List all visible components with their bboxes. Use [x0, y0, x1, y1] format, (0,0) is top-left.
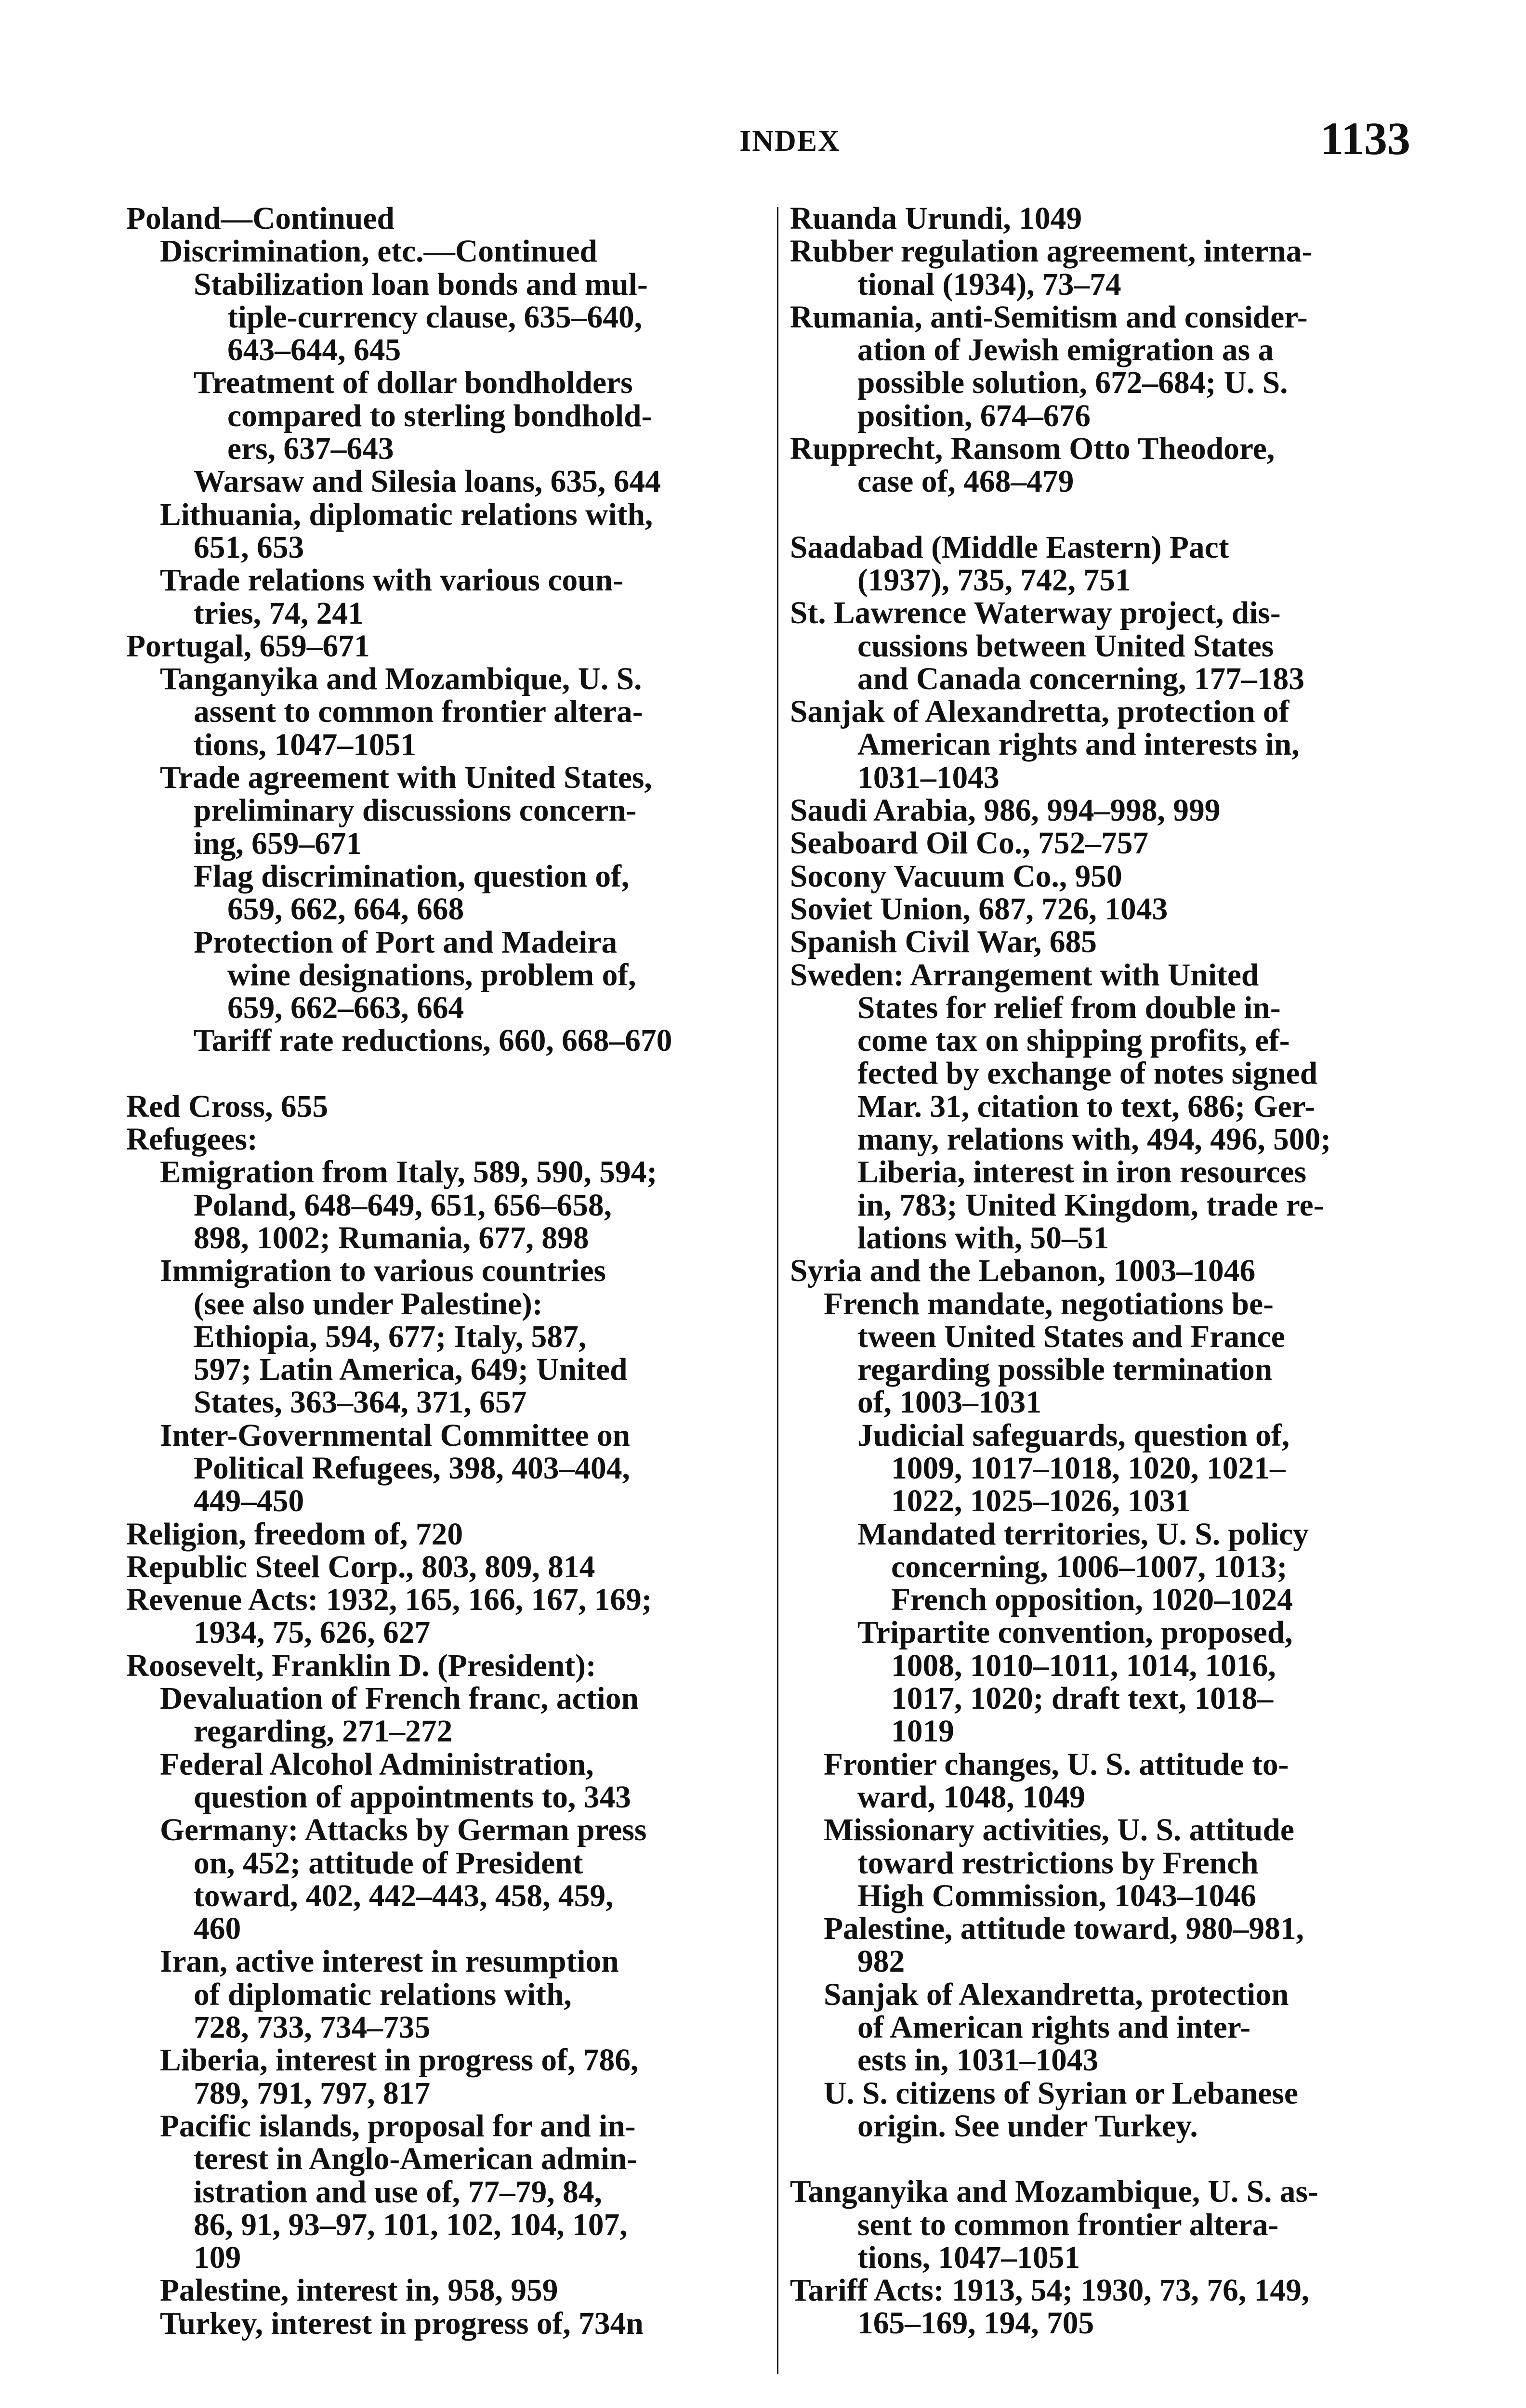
- index-line: wine designations, problem of,: [227, 957, 636, 993]
- index-line: in, 783; United Kingdom, trade re-: [857, 1188, 1324, 1223]
- index-line: ation of Jewish emigration as a: [857, 333, 1274, 368]
- index-line: Judicial safeguards, question of,: [857, 1418, 1290, 1453]
- index-line: French opposition, 1020–1024: [891, 1583, 1293, 1618]
- index-line: 1022, 1025–1026, 1031: [891, 1484, 1191, 1519]
- index-line: concerning, 1006–1007, 1013;: [891, 1549, 1288, 1584]
- index-line: Seaboard Oil Co., 752–757: [790, 826, 1149, 861]
- index-line: Sanjak of Alexandretta, protection: [824, 1977, 1289, 2012]
- index-line: tions, 1047–1051: [194, 727, 417, 762]
- index-line: come tax on shipping profits, ef-: [857, 1023, 1290, 1059]
- index-line: terest in Anglo-American admin-: [194, 2142, 638, 2177]
- index-line: Stabilization loan bonds and mul-: [194, 267, 648, 302]
- index-line: Mar. 31, citation to text, 686; Ger-: [857, 1089, 1316, 1124]
- index-line: 659, 662, 664, 668: [227, 892, 464, 927]
- index-line: on, 452; attitude of President: [194, 1845, 583, 1881]
- index-line: 1019: [891, 1714, 954, 1749]
- index-line: 898, 1002; Rumania, 677, 898: [194, 1220, 589, 1256]
- index-line: 659, 662–663, 664: [227, 991, 464, 1026]
- index-line: Poland, 648–649, 651, 656–658,: [194, 1188, 612, 1223]
- index-line: Trade agreement with United States,: [160, 760, 652, 796]
- index-line: Rubber regulation agreement, interna-: [790, 234, 1313, 269]
- index-line: Sweden: Arrangement with United: [790, 957, 1259, 993]
- index-line: ests in, 1031–1043: [857, 2043, 1099, 2078]
- index-line: sent to common frontier altera-: [857, 2207, 1279, 2242]
- index-line: Religion, freedom of, 720: [126, 1517, 463, 1552]
- index-line: Roosevelt, Franklin D. (President):: [126, 1648, 596, 1683]
- index-line: States for relief from double in-: [857, 990, 1281, 1025]
- index-line: Frontier changes, U. S. attitude to-: [824, 1747, 1289, 1782]
- index-line: (1937), 735, 742, 751: [857, 563, 1131, 598]
- index-line: 449–450: [194, 1484, 304, 1519]
- index-line: 86, 91, 93–97, 101, 102, 104, 107,: [194, 2207, 628, 2242]
- section-gap: [790, 498, 1427, 531]
- index-line: fected by exchange of notes signed: [857, 1056, 1318, 1091]
- index-line: toward restrictions by French: [857, 1845, 1259, 1881]
- page-number: 1133: [1320, 113, 1410, 164]
- index-line: 982: [857, 1944, 905, 1979]
- index-line: 651, 653: [194, 530, 304, 565]
- index-line: Palestine, interest in, 958, 959: [160, 2273, 558, 2308]
- index-line: 1031–1043: [857, 760, 1000, 795]
- index-line: 1934, 75, 626, 627: [194, 1615, 431, 1650]
- index-line: regarding possible termination: [857, 1352, 1273, 1387]
- index-line: Ruanda Urundi, 1049: [790, 201, 1082, 236]
- index-line: Flag discrimination, question of,: [194, 859, 630, 894]
- index-line: Spanish Civil War, 685: [790, 925, 1097, 960]
- index-line: origin. See under Turkey.: [857, 2108, 1198, 2144]
- index-line: Lithuania, diplomatic relations with,: [160, 497, 653, 532]
- index-line: Rupprecht, Ransom Otto Theodore,: [790, 432, 1275, 467]
- index-line: Treatment of dollar bondholders: [194, 366, 633, 401]
- index-line: Immigration to various countries: [160, 1254, 606, 1289]
- section-gap: [790, 2143, 1427, 2175]
- index-line: Pacific islands, proposal for and in-: [160, 2108, 636, 2144]
- index-line: Sanjak of Alexandretta, protection of: [790, 694, 1289, 730]
- index-line: 109: [194, 2240, 241, 2276]
- index-line: Federal Alcohol Administration,: [160, 1747, 594, 1782]
- index-line: ers, 637–643: [227, 432, 394, 467]
- index-line: Protection of Port and Madeira: [194, 925, 618, 960]
- index-line: toward, 402, 442–443, 458, 459,: [194, 1878, 614, 1913]
- index-line: many, relations with, 494, 496, 500;: [857, 1122, 1331, 1157]
- index-line: and Canada concerning, 177–183: [857, 661, 1305, 696]
- index-line: Saudi Arabia, 986, 994–998, 999: [790, 793, 1221, 828]
- index-line: Political Refugees, 398, 403–404,: [194, 1451, 630, 1486]
- index-line: 1009, 1017–1018, 1020, 1021–: [891, 1451, 1286, 1486]
- index-line: St. Lawrence Waterway project, dis-: [790, 596, 1281, 631]
- index-line: Warsaw and Silesia loans, 635, 644: [194, 464, 661, 499]
- index-line: Tanganyika and Mozambique, U. S.: [160, 662, 642, 697]
- index-line: istration and use of, 77–79, 84,: [194, 2174, 602, 2210]
- index-line: 1008, 1010–1011, 1014, 1016,: [891, 1648, 1276, 1683]
- index-line: Tanganyika and Mozambique, U. S. as-: [790, 2174, 1318, 2210]
- index-line: lations with, 50–51: [857, 1220, 1109, 1256]
- index-line: Germany: Attacks by German press: [160, 1813, 647, 1848]
- index-line: Devaluation of French franc, action: [160, 1681, 639, 1716]
- index-line: of, 1003–1031: [857, 1385, 1042, 1420]
- index-line: Tariff Acts: 1913, 54; 1930, 73, 76, 149,: [790, 2273, 1310, 2308]
- index-line: Trade relations with various coun-: [160, 563, 623, 598]
- index-line: U. S. citizens of Syrian or Lebanese: [824, 2076, 1298, 2111]
- index-line: 643–644, 645: [227, 333, 401, 368]
- index-line: regarding, 271–272: [194, 1714, 453, 1749]
- index-line: Emigration from Italy, 589, 590, 594;: [160, 1155, 658, 1190]
- index-line: Turkey, interest in progress of, 734n: [160, 2306, 644, 2341]
- index-column-right: [790, 201, 1427, 2341]
- index-line: Poland—Continued: [126, 201, 395, 236]
- index-line: ward, 1048, 1049: [857, 1780, 1086, 1815]
- index-line: tiple-currency clause, 635–640,: [227, 300, 643, 335]
- index-line: Soviet Union, 687, 726, 1043: [790, 891, 1168, 927]
- index-line: possible solution, 672–684; U. S.: [857, 366, 1288, 401]
- index-line: 789, 791, 797, 817: [194, 2076, 431, 2111]
- index-line: assent to common frontier altera-: [194, 694, 643, 730]
- running-head: INDEX: [739, 125, 841, 157]
- index-line: French mandate, negotiations be-: [824, 1286, 1274, 1322]
- index-line: tional (1934), 73–74: [857, 267, 1121, 302]
- index-line: Tariff rate reductions, 660, 668–670: [194, 1023, 672, 1059]
- index-line: 1017, 1020; draft text, 1018–: [891, 1681, 1274, 1716]
- index-line: Syria and the Lebanon, 1003–1046: [790, 1254, 1256, 1289]
- index-line: Missionary activities, U. S. attitude: [824, 1813, 1294, 1848]
- index-line: Portugal, 659–671: [126, 628, 370, 664]
- index-line: (see also under Palestine):: [194, 1286, 543, 1322]
- index-line: of American rights and inter-: [857, 2010, 1251, 2045]
- index-line: Socony Vacuum Co., 950: [790, 859, 1122, 894]
- index-line: 165–169, 194, 705: [857, 2306, 1094, 2341]
- index-line: tween United States and France: [857, 1319, 1285, 1354]
- index-line: Red Cross, 655: [126, 1089, 329, 1124]
- index-line: 460: [194, 1911, 241, 1947]
- index-line: Saadabad (Middle Eastern) Pact: [790, 530, 1229, 565]
- index-line: Inter-Governmental Committee on: [160, 1418, 631, 1453]
- index-line: High Commission, 1043–1046: [857, 1878, 1256, 1913]
- index-line: ing, 659–671: [194, 826, 362, 861]
- index-line: 597; Latin America, 649; United: [194, 1352, 628, 1387]
- index-line: Iran, active interest in resumption: [160, 1944, 619, 1979]
- index-line: States, 363–364, 371, 657: [194, 1385, 527, 1420]
- index-line: tries, 74, 241: [194, 596, 364, 631]
- index-line: tions, 1047–1051: [857, 2240, 1080, 2275]
- index-line: Liberia, interest in progress of, 786,: [160, 2043, 639, 2078]
- index-line: cussions between United States: [857, 628, 1274, 664]
- index-line: Tripartite convention, proposed,: [857, 1615, 1293, 1650]
- index-line: preliminary discussions concern-: [194, 793, 637, 828]
- index-line: Ethiopia, 594, 677; Italy, 587,: [194, 1319, 587, 1354]
- index-line: case of, 468–479: [857, 464, 1074, 499]
- index-line: compared to sterling bondhold-: [227, 398, 652, 433]
- index-line: 728, 733, 734–735: [194, 2010, 431, 2045]
- index-line: Liberia, interest in iron resources: [857, 1155, 1307, 1190]
- index-line: position, 674–676: [857, 398, 1091, 433]
- index-line: Revenue Acts: 1932, 165, 166, 167, 169;: [126, 1583, 652, 1618]
- index-line: Discrimination, etc.—Continued: [160, 234, 597, 269]
- index-line: Republic Steel Corp., 803, 809, 814: [126, 1549, 595, 1584]
- index-line: Rumania, anti-Semitism and consider-: [790, 300, 1308, 335]
- column-divider: [777, 207, 778, 2374]
- index-line: Mandated territories, U. S. policy: [857, 1517, 1309, 1552]
- index-line: of diplomatic relations with,: [194, 1977, 572, 2012]
- index-line: Palestine, attitude toward, 980–981,: [824, 1911, 1304, 1947]
- index-line: Refugees:: [126, 1122, 258, 1157]
- section-gap: [126, 1058, 767, 1090]
- index-line: question of appointments to, 343: [194, 1780, 631, 1815]
- index-line: American rights and interests in,: [857, 727, 1300, 762]
- index-column-left: [126, 201, 767, 2341]
